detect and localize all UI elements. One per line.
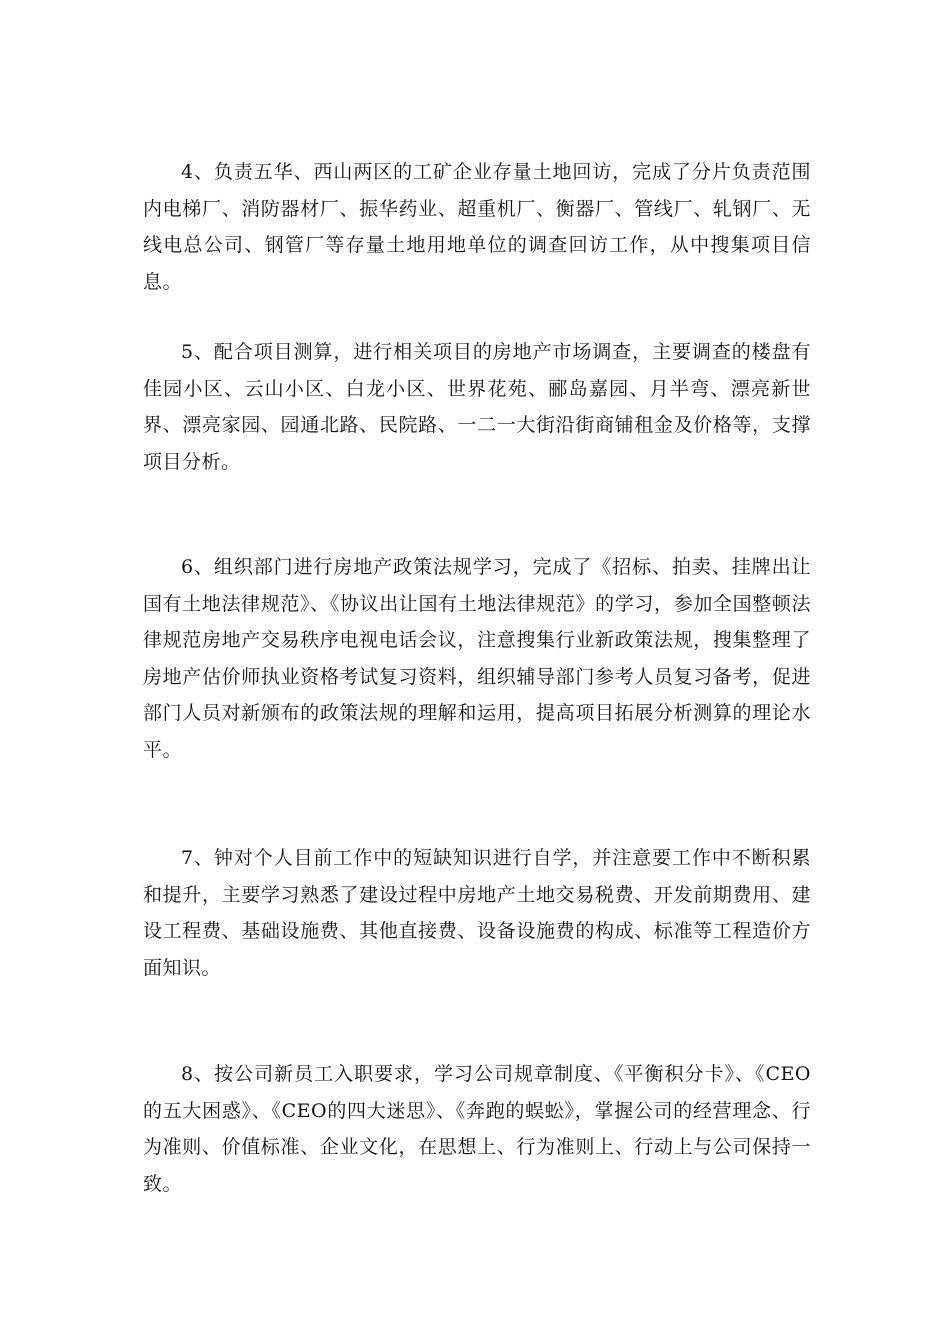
paragraph-item-7: 7、钟对个人目前工作中的短缺知识进行自学，并注意要工作中不断积累和提升，主要学习熟悉了建设过程中房地产土地交易税费、开发前期费用、建设工程费、基础设施费、其他直接费、设备设施费的构成、标准等工程造价方面知识。 xyxy=(143,847,811,979)
paragraph-item-8: 8、按公司新员工入职要求，学习公司规章制度、《平衡积分卡》、《CEO的五大困惑》、《CEO的四大迷思》、《奔跑的蜈蚣》，掌握公司的经营理念、行为准则、价值标准、企业文化，在思想上、行为准则上、行动上与公司保持一致。 xyxy=(143,1063,811,1195)
paragraph-item-6: 6、组织部门进行房地产政策法规学习，完成了《招标、拍卖、挂牌出让国有土地法律规范》、《协议出让国有土地法律规范》的学习，参加全国整顿法律规范房地产交易秩序电视电话会议，注意搜集行业新政策法规，搜集整理了房地产估价师执业资格考试复习资料，组织辅导部门参考人员复习备考，促进部门人员对新颁布的政策法规的理解和运用，提高项目拓展分析测算的理论水平。 xyxy=(143,556,811,761)
paragraph-item-4: 4、负责五华、西山两区的工矿企业存量土地回访，完成了分片负责范围内电梯厂、消防器材厂、振华药业、超重机厂、衡器厂、管线厂、轧钢厂、无线电总公司、钢管厂等存量土地用地单位的调查回访工作，从中搜集项目信息。 xyxy=(143,161,811,293)
paragraph-item-5: 5、配合项目测算，进行相关项目的房地产市场调查，主要调查的楼盘有佳园小区、云山小区、白龙小区、世界花苑、郦岛嘉园、月半弯、漂亮新世界、漂亮家园、园通北路、民院路、一二一大街沿街商铺租金及价格等，支撑项目分析。 xyxy=(143,341,811,473)
